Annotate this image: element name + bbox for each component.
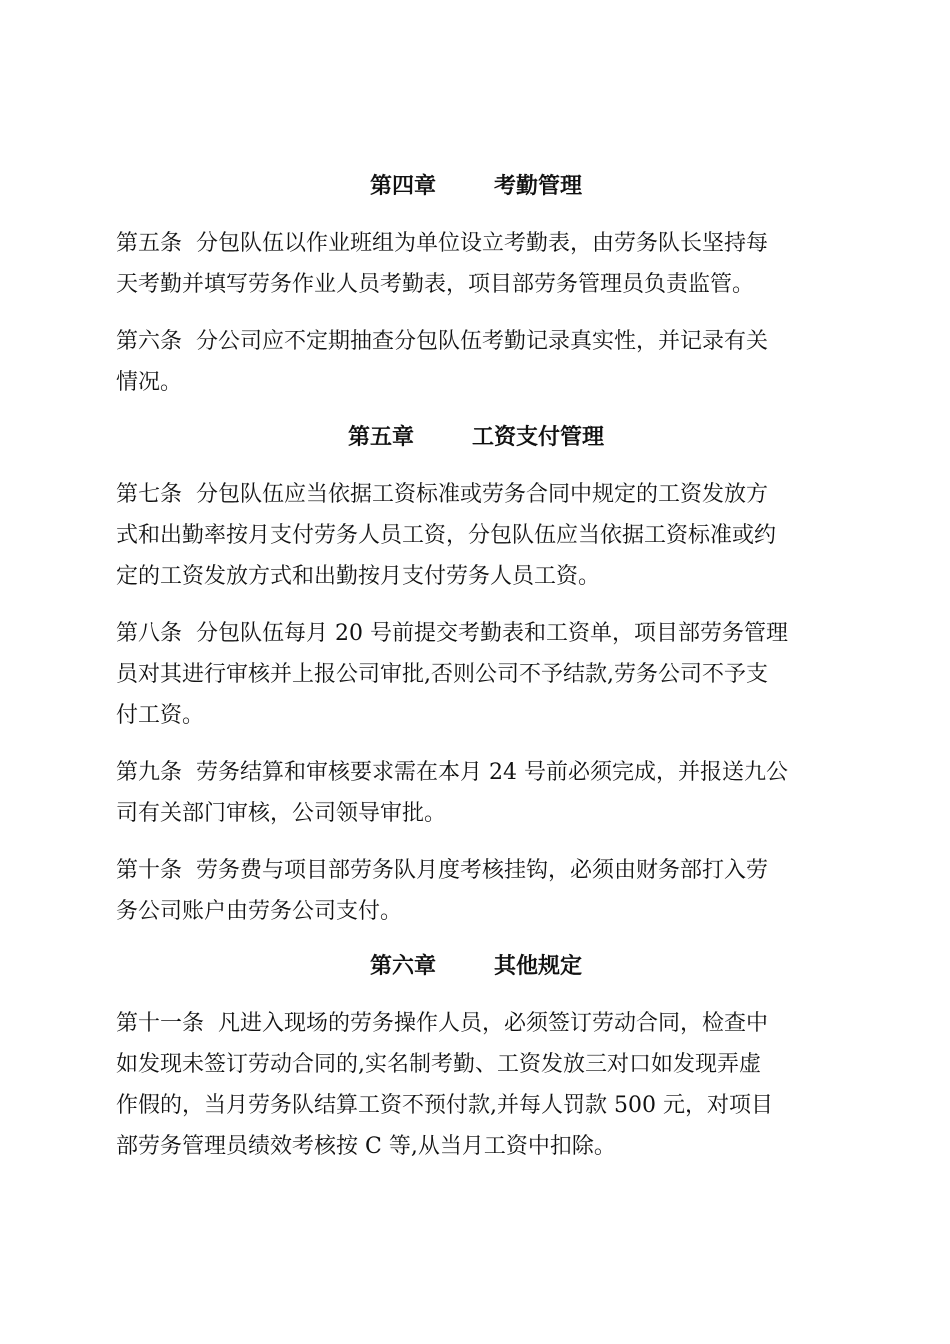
article-line: 第七条 分包队伍应当依据工资标准或劳务合同中规定的工资发放方 <box>116 482 768 507</box>
article-line: 定的工资发放方式和出勤按月支付劳务人员工资。 <box>116 564 601 589</box>
chapter-title: 其他规定 <box>494 954 583 979</box>
article-line: 第十一条 凡进入现场的劳务操作人员，必须签订劳动合同，检查中 <box>116 1011 768 1036</box>
article-paragraph <box>116 850 836 932</box>
article-line: 司有关部门审核，公司领导审批。 <box>116 801 447 826</box>
chapter-heading <box>116 419 836 457</box>
chapter-number: 第六章 <box>369 954 436 979</box>
chapter-number: 第四章 <box>369 174 436 199</box>
article-line: 部劳务管理员绩效考核按 C 等,从当月工资中扣除。 <box>116 1134 616 1159</box>
article-paragraph <box>116 223 836 305</box>
chapter-number: 第五章 <box>347 425 414 450</box>
chapter-title: 工资支付管理 <box>472 425 605 450</box>
article-line: 付工资。 <box>116 703 205 728</box>
article-line: 第五条 分包队伍以作业班组为单位设立考勤表，由劳务队长坚持每 <box>116 231 768 256</box>
article-line: 第六条 分公司应不定期抽查分包队伍考勤记录真实性，并记录有关 <box>116 329 768 354</box>
article-line: 第八条 分包队伍每月 20 号前提交考勤表和工资单，项目部劳务管理 <box>116 621 788 646</box>
article-line: 式和出勤率按月支付劳务人员工资，分包队伍应当依据工资标准或约 <box>116 523 777 548</box>
article-line: 务公司账户由劳务公司支付。 <box>116 899 403 924</box>
article-paragraph <box>116 613 836 736</box>
article-line: 作假的，当月劳务队结算工资不预付款,并每人罚款 500 元，对项目 <box>116 1093 773 1118</box>
chapter-heading <box>116 948 836 986</box>
article-line: 第十条 劳务费与项目部劳务队月度考核挂钩，必须由财务部打入劳 <box>116 858 768 883</box>
article-paragraph <box>116 1003 836 1167</box>
document-page <box>116 168 836 1183</box>
article-line: 如发现未签订劳动合同的,实名制考勤、工资发放三对口如发现弄虚 <box>116 1052 761 1077</box>
article-line: 员对其进行审核并上报公司审批,否则公司不予结款,劳务公司不予支 <box>116 662 768 687</box>
article-line: 第九条 劳务结算和审核要求需在本月 24 号前必须完成，并报送九公 <box>116 760 788 785</box>
article-paragraph <box>116 474 836 597</box>
article-line: 天考勤并填写劳务作业人员考勤表，项目部劳务管理员负责监管。 <box>116 272 755 297</box>
chapter-heading <box>116 168 836 206</box>
article-paragraph <box>116 321 836 403</box>
chapter-title: 考勤管理 <box>494 174 583 199</box>
article-line: 情况。 <box>116 370 183 395</box>
article-paragraph <box>116 752 836 834</box>
